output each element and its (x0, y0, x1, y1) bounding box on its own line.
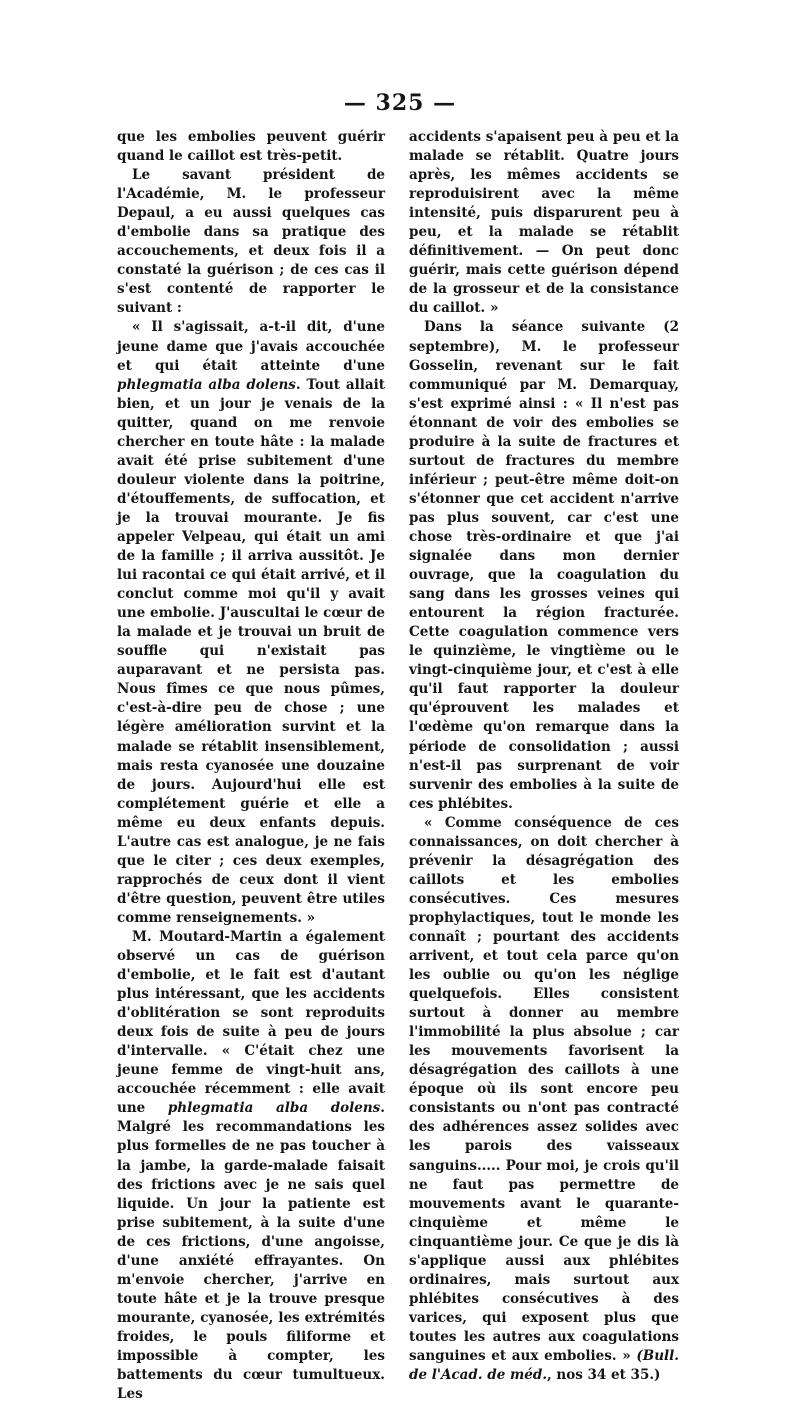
left-column (117, 128, 385, 1404)
paragraph (409, 318, 679, 813)
paragraph (117, 166, 385, 318)
text-run: accidents s'apaisent peu à peu et la malade se rétablit. Quatre jours après, les mêmes accidents se reproduisirent avec la même intensité, puis disparurent peu à peu, et la malade se rétablit définitivement. — On peut donc guérir, mais cette guérison dépend de la grosseur et de la consistance du caillot. » (409, 129, 679, 317)
text-run: . Malgré les recommandations les plus formelles de ne pas toucher à la jambe, la garde-malade faisait des frictions avec je ne sais quel liquide. Un jour la patiente est prise subitement, à la suite d'une de ces frictions, d'une angoisse, d'une anxiété effrayantes. On m'envoie chercher, j'arrive en toute hâte et je la trouve presque mourante, cyanosée, les extrémités froides, le pouls filiforme et impossible à compter, les battements du cœur tumultueux. Les (117, 1100, 385, 1403)
italic-text: phlegmatia alba dolens (167, 1100, 381, 1117)
text-run: Le savant président de l'Académie, M. le professeur Depaul, a eu aussi quelques cas d'embolie dans sa pratique des accouchements, et deux fois il a constaté la guérison ; de ces cas il s'est contenté de rapporter le suivant : (117, 167, 385, 317)
italic-text: (Bull. de l'Acad. de méd. (409, 1348, 679, 1384)
paragraph (409, 814, 679, 1385)
text-run: . Tout allait bien, et un jour je venais de la quitter, quand on me renvoie chercher en toute hâte : la malade avait été prise subitement d'une douleur violente dans la poitrine, d'étouffements, de suffocation, et je la trouvai mourante. Je fis appeler Velpeau, qui était un ami de la famille ; il arriva aussitôt. Je lui racontai ce qui était arrivé, et il conclut comme moi qu'il y avait une embolie. J'auscultai le cœur de la malade et je trouvai un bruit de souffle qui n'existait pas auparavant et ne persista pas. Nous fîmes ce que nous pûmes, c'est-à-dire peu de chose ; une légère amélioration survint et la malade se rétablit insensiblement, mais resta cyanosée une douzaine de jours. Aujourd'hui elle est complétement guérie et elle a même eu deux enfants depuis. L'autre cas est analogue, je ne fais que le citer ; ces deux exemples, rapprochés de ceux dont il vient d'être question, peuvent être utiles comme renseignements. » (117, 376, 385, 926)
text-run: Dans la séance suivante (2 septembre), M. le professeur Gosselin, revenant sur le fait communiqué par M. Demarquay, s'est exprimé ainsi : « Il n'est pas étonnant de voir des embolies se produire à la suite de fractures et surtout de fractures du membre inférieur ; peut-être même doit-on s'étonner que cet accident n'arrive pas plus souvent, car c'est une chose très-ordinaire et que j'ai signalée dans mon dernier ouvrage, que la coagulation du sang dans les grosses veines qui entourent la région fracturée. Cette coagulation commence vers le quinzième, le vingtième ou le vingt-cinquième jour, et c'est à elle qu'il faut rapporter la douleur qu'éprouvent les malades et l'œdème qu'on remarque dans la période de consolidation ; aussi n'est-il pas surprenant de voir survenir des embolies à la suite de ces phlébites. (409, 319, 679, 812)
paragraph (117, 128, 385, 166)
paragraph (117, 928, 385, 1404)
text-run: M. Moutard-Martin a également observé un cas de guérison d'embolie, et le fait est d'autant plus intéressant, que les accidents d'oblitération se sont reproduits deux fois de suite à peu de jours d'intervalle. « C'était chez une jeune femme de vingt-huit ans, accouchée récemment : elle avait une (117, 928, 385, 1117)
paragraph (409, 128, 679, 318)
page-number: — 325 — (343, 90, 457, 116)
text-run: « Il s'agissait, a-t-il dit, d'une jeune dame que j'avais accouchée et qui était atteinte d'une (117, 319, 385, 374)
right-column (409, 128, 679, 1385)
text-run: que les embolies peuvent guérir quand le caillot est très-petit. (117, 129, 385, 165)
italic-text: phlegmatia alba dolens (117, 376, 296, 393)
text-run: « Comme conséquence de ces connaissances, on doit chercher à prévenir la désagrégation des caillots et les embolies consécutives. Ces mesures prophylactiques, tout le monde les connaît ; pourtant des accidents arrivent, et tout cela parce qu'on les oublie ou qu'on les néglige quelquefois. Elles consistent surtout à donner au membre l'immobilité la plus absolue ; car les mouvements favorisent la désagrégation des caillots à une époque où ils sont encore peu consistants ou n'ont pas contracté des adhérences assez solides avec les parois des vaisseaux sanguins..... Pour moi, je crois qu'il ne faut pas permettre de mouvements avant le quarante-cinquième et même le cinquantième jour. Ce que je dis là s'applique aussi aux phlébites ordinaires, mais surtout aux phlébites consécutives à des varices, qui exposent plus que toutes les autres aux coagulations sanguines et aux embolies. » (409, 814, 679, 1364)
text-run: , nos 34 et 35.) (547, 1367, 661, 1384)
paragraph (117, 318, 385, 928)
